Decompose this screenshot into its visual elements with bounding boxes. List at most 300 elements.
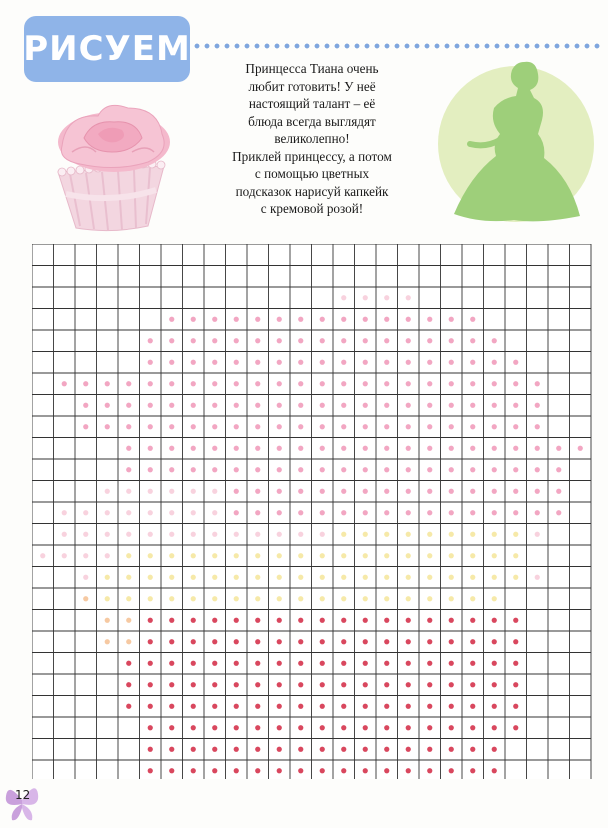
color-hint-dot: [492, 725, 497, 730]
color-hint-dot: [40, 553, 45, 558]
cupcake-with-rose-icon: [36, 94, 186, 234]
color-hint-dot: [406, 725, 411, 730]
color-hint-dot: [406, 510, 411, 515]
color-hint-dot: [513, 403, 518, 408]
color-hint-dot: [191, 489, 196, 494]
color-hint-dot: [578, 446, 583, 451]
color-hint-dot: [298, 467, 303, 472]
color-hint-dot: [513, 532, 518, 537]
color-hint-dot: [212, 446, 217, 451]
color-hint-dot: [191, 532, 196, 537]
color-hint-dot: [83, 532, 88, 537]
color-hint-dot: [384, 295, 389, 300]
color-hint-dot: [62, 532, 67, 537]
color-hint-dot: [298, 725, 303, 730]
color-hint-dot: [234, 682, 239, 687]
color-hint-dot: [83, 424, 88, 429]
color-hint-dot: [320, 618, 325, 623]
instruction-line: с кремовой розой!: [260, 201, 364, 216]
color-hint-dot: [298, 446, 303, 451]
color-hint-dot: [470, 381, 475, 386]
color-hint-dot: [492, 467, 497, 472]
color-hint-dot: [191, 768, 196, 773]
color-hint-dot: [427, 338, 432, 343]
color-hint-dot: [513, 381, 518, 386]
color-hint-dot: [255, 360, 260, 365]
color-hint-dot: [191, 424, 196, 429]
color-hint-dot: [427, 596, 432, 601]
color-hint-dot: [449, 467, 454, 472]
color-hint-dot: [212, 639, 217, 644]
color-hint-dot: [384, 639, 389, 644]
color-hint-dot: [384, 575, 389, 580]
color-hint-dot: [384, 381, 389, 386]
color-hint-dot: [341, 704, 346, 709]
color-hint-dot: [277, 639, 282, 644]
color-hint-dot: [470, 510, 475, 515]
color-hint-dot: [234, 317, 239, 322]
color-hint-dot: [320, 424, 325, 429]
color-hint-dot: [449, 317, 454, 322]
color-hint-dot: [320, 747, 325, 752]
color-hint-dot: [126, 446, 131, 451]
color-hint-dot: [427, 467, 432, 472]
color-hint-dot: [363, 467, 368, 472]
color-hint-dot: [427, 747, 432, 752]
color-hint-dot: [406, 424, 411, 429]
color-hint-dot: [341, 682, 346, 687]
color-hint-dot: [169, 338, 174, 343]
color-hint-dot: [277, 446, 282, 451]
color-hint-dot: [234, 747, 239, 752]
color-hint-dot: [363, 768, 368, 773]
color-hint-dot: [320, 381, 325, 386]
color-hint-dot: [492, 381, 497, 386]
color-hint-dot: [126, 403, 131, 408]
color-hint-dot: [255, 403, 260, 408]
color-hint-dot: [191, 446, 196, 451]
color-hint-dot: [556, 446, 561, 451]
color-hint-dot: [363, 338, 368, 343]
color-hint-dot: [341, 532, 346, 537]
color-hint-dot: [449, 510, 454, 515]
color-hint-dot: [341, 360, 346, 365]
color-hint-dot: [470, 338, 475, 343]
color-hint-dot: [384, 338, 389, 343]
color-hint-dot: [105, 424, 110, 429]
color-hint-dot: [212, 467, 217, 472]
color-hint-dot: [427, 661, 432, 666]
color-hint-dot: [277, 338, 282, 343]
color-hint-dot: [191, 575, 196, 580]
color-hint-dot: [298, 682, 303, 687]
color-hint-dot: [470, 317, 475, 322]
color-hint-dot: [126, 553, 131, 558]
color-hint-dot: [83, 381, 88, 386]
color-hint-dot: [234, 768, 239, 773]
color-hint-dot: [535, 510, 540, 515]
color-hint-dot: [341, 510, 346, 515]
color-hint-dot: [277, 596, 282, 601]
color-hint-dot: [406, 618, 411, 623]
color-hint-dot: [255, 596, 260, 601]
color-hint-dot: [427, 532, 432, 537]
color-hint-dot: [449, 596, 454, 601]
color-hint-dot: [148, 725, 153, 730]
color-hint-dot: [234, 381, 239, 386]
section-title: РИСУЕМ: [23, 29, 191, 69]
color-hint-dot: [169, 553, 174, 558]
color-hint-dot: [255, 575, 260, 580]
instruction-line: блюда всегда выглядят: [248, 113, 376, 129]
instruction-line: подсказок нарисуй капкейк: [235, 183, 389, 199]
color-hint-dot: [535, 532, 540, 537]
color-hint-dot: [126, 467, 131, 472]
color-hint-dot: [320, 317, 325, 322]
color-hint-dot: [148, 661, 153, 666]
color-hint-dot: [363, 575, 368, 580]
color-hint-dot: [169, 704, 174, 709]
color-hint-dot: [341, 381, 346, 386]
color-hint-dot: [298, 768, 303, 773]
color-hint-dot: [212, 661, 217, 666]
color-hint-dot: [556, 489, 561, 494]
color-hint-dot: [363, 381, 368, 386]
color-hint-dot: [406, 596, 411, 601]
color-hint-dot: [148, 510, 153, 515]
color-hint-dot: [341, 596, 346, 601]
color-hint-dot: [470, 575, 475, 580]
color-hint-dot: [255, 704, 260, 709]
color-hint-dot: [513, 682, 518, 687]
color-hint-dot: [492, 360, 497, 365]
color-hint-dot: [384, 704, 389, 709]
color-hint-dot: [212, 403, 217, 408]
color-hint-dot: [384, 510, 389, 515]
color-hint-dot: [363, 403, 368, 408]
color-hint-dot: [363, 446, 368, 451]
color-hint-dot: [126, 639, 131, 644]
color-hint-dot: [169, 510, 174, 515]
color-hint-dot: [449, 639, 454, 644]
color-hint-dot: [406, 553, 411, 558]
color-hint-dot: [556, 510, 561, 515]
color-hint-dot: [492, 403, 497, 408]
color-hint-dot: [234, 446, 239, 451]
color-hint-dot: [83, 510, 88, 515]
color-hint-dot: [83, 575, 88, 580]
color-hint-dot: [470, 360, 475, 365]
color-hint-dot: [320, 360, 325, 365]
color-hint-dot: [492, 596, 497, 601]
color-hint-dot: [363, 489, 368, 494]
color-hint-dot: [470, 725, 475, 730]
color-hint-dot: [234, 424, 239, 429]
color-hint-dot: [148, 532, 153, 537]
color-hint-dot: [105, 575, 110, 580]
color-hint-dot: [148, 704, 153, 709]
color-hint-dot: [191, 704, 196, 709]
color-hint-dot: [298, 747, 303, 752]
color-hint-dot: [234, 532, 239, 537]
color-hint-dot: [126, 704, 131, 709]
color-hint-dot: [126, 424, 131, 429]
color-hint-dot: [341, 639, 346, 644]
instruction-line: любит готовить! У неё: [248, 78, 376, 94]
color-hint-dot: [406, 403, 411, 408]
color-hint-dot: [363, 510, 368, 515]
color-hint-dot: [449, 725, 454, 730]
color-hint-dot: [169, 489, 174, 494]
color-hint-dot: [470, 639, 475, 644]
color-hint-dot: [513, 725, 518, 730]
color-hint-dot: [513, 639, 518, 644]
instruction-text: [196, 60, 428, 218]
color-hint-dot: [427, 682, 432, 687]
color-hint-dot: [427, 725, 432, 730]
color-hint-dot: [363, 704, 368, 709]
color-hint-dot: [427, 553, 432, 558]
color-hint-dot: [384, 403, 389, 408]
color-hint-dot: [320, 532, 325, 537]
color-hint-dot: [62, 553, 67, 558]
color-hint-dot: [298, 575, 303, 580]
instruction-line: Приклей принцессу, а потом: [232, 148, 392, 164]
color-hint-dot: [234, 403, 239, 408]
color-hint-dot: [320, 510, 325, 515]
color-hint-dot: [255, 467, 260, 472]
color-hint-dot: [384, 489, 389, 494]
color-hint-dot: [169, 467, 174, 472]
color-hint-dot: [363, 725, 368, 730]
color-hint-dot: [492, 424, 497, 429]
color-hint-dot: [384, 553, 389, 558]
color-hint-dot: [126, 489, 131, 494]
page-number: 12: [15, 788, 31, 802]
color-hint-dot: [255, 639, 260, 644]
color-hint-dot: [212, 553, 217, 558]
color-hint-dot: [513, 704, 518, 709]
color-hint-dot: [298, 596, 303, 601]
color-hint-dot: [406, 682, 411, 687]
color-hint-dot: [384, 661, 389, 666]
color-hint-dot: [191, 381, 196, 386]
color-hint-dot: [341, 446, 346, 451]
color-hint-dot: [169, 725, 174, 730]
color-hint-dot: [277, 424, 282, 429]
color-hint-dot: [320, 704, 325, 709]
color-hint-dot: [341, 747, 346, 752]
color-hint-dot: [492, 639, 497, 644]
color-hint-dot: [535, 467, 540, 472]
grid-canvas: [32, 244, 594, 779]
color-hint-dot: [513, 553, 518, 558]
color-hint-dot: [341, 618, 346, 623]
color-hint-dot: [191, 682, 196, 687]
color-hint-dot: [105, 489, 110, 494]
color-hint-dot: [320, 596, 325, 601]
color-hint-dot: [191, 747, 196, 752]
color-hint-dot: [298, 424, 303, 429]
color-hint-dot: [191, 510, 196, 515]
color-hint-dot: [277, 704, 282, 709]
color-hint-dot: [492, 661, 497, 666]
color-hint-dot: [492, 575, 497, 580]
color-hint-dot: [427, 618, 432, 623]
color-hint-dot: [126, 532, 131, 537]
color-hint-dot: [427, 446, 432, 451]
color-hint-dot: [212, 489, 217, 494]
color-hint-dot: [234, 510, 239, 515]
color-hint-dot: [406, 446, 411, 451]
color-hint-dot: [449, 661, 454, 666]
color-hint-dot: [234, 725, 239, 730]
color-hint-dot: [277, 618, 282, 623]
color-hint-dot: [277, 575, 282, 580]
color-hint-dot: [277, 403, 282, 408]
color-hint-dot: [363, 596, 368, 601]
color-hint-dot: [126, 381, 131, 386]
color-hint-dot: [191, 661, 196, 666]
color-hint-dot: [83, 596, 88, 601]
color-hint-dot: [105, 510, 110, 515]
color-hint-dot: [255, 661, 260, 666]
instruction-line: с помощью цветных: [254, 166, 370, 181]
color-hint-dot: [363, 682, 368, 687]
color-hint-dot: [234, 575, 239, 580]
color-hint-dot: [513, 489, 518, 494]
color-hint-dot: [277, 682, 282, 687]
color-hint-dot: [255, 446, 260, 451]
color-hint-dot: [406, 489, 411, 494]
color-hint-dot: [148, 768, 153, 773]
color-hint-dot: [449, 553, 454, 558]
color-hint-dot: [212, 338, 217, 343]
color-hint-dot: [298, 661, 303, 666]
color-hint-dot: [126, 596, 131, 601]
color-hint-dot: [212, 575, 217, 580]
color-hint-dot: [234, 618, 239, 623]
color-hint-dot: [148, 424, 153, 429]
color-hint-dot: [406, 575, 411, 580]
color-hint-dot: [169, 596, 174, 601]
color-hint-dot: [492, 618, 497, 623]
color-hint-dot: [513, 446, 518, 451]
color-hint-dot: [105, 596, 110, 601]
color-hint-dot: [470, 747, 475, 752]
color-hint-dot: [234, 639, 239, 644]
color-hint-dot: [169, 381, 174, 386]
color-hint-dot: [535, 381, 540, 386]
color-hint-dot: [191, 596, 196, 601]
color-hint-dot: [255, 725, 260, 730]
color-hint-dot: [427, 489, 432, 494]
color-hint-dot: [62, 510, 67, 515]
color-hint-dot: [406, 295, 411, 300]
color-hint-dot: [492, 510, 497, 515]
color-hint-dot: [126, 618, 131, 623]
color-hint-dot: [148, 338, 153, 343]
color-hint-dot: [492, 532, 497, 537]
color-hint-dot: [341, 424, 346, 429]
color-hint-dot: [148, 618, 153, 623]
color-hint-dot: [212, 424, 217, 429]
color-hint-dot: [427, 360, 432, 365]
color-hint-dot: [492, 704, 497, 709]
color-hint-dot: [556, 467, 561, 472]
color-hint-dot: [212, 682, 217, 687]
color-hint-dot: [363, 424, 368, 429]
color-hint-dot: [298, 618, 303, 623]
color-hint-dot: [341, 317, 346, 322]
color-hint-dot: [341, 467, 346, 472]
color-hint-dot: [298, 381, 303, 386]
color-hint-dot: [148, 596, 153, 601]
color-hint-dot: [363, 317, 368, 322]
color-hint-dot: [427, 575, 432, 580]
color-hint-dot: [191, 317, 196, 322]
color-hint-dot: [169, 747, 174, 752]
color-hint-dot: [148, 489, 153, 494]
color-hint-dot: [169, 618, 174, 623]
color-hint-dot: [513, 360, 518, 365]
color-hint-dot: [449, 360, 454, 365]
color-hint-dot: [384, 532, 389, 537]
color-hint-dot: [234, 467, 239, 472]
color-hint-dot: [384, 618, 389, 623]
color-hint-dot: [449, 618, 454, 623]
color-hint-dot: [126, 510, 131, 515]
color-hint-dot: [298, 532, 303, 537]
color-hint-dot: [169, 532, 174, 537]
color-hint-dot: [492, 489, 497, 494]
color-hint-dot: [320, 489, 325, 494]
color-hint-dot: [234, 596, 239, 601]
color-hint-dot: [212, 317, 217, 322]
color-hint-dot: [427, 510, 432, 515]
color-hint-dot: [492, 446, 497, 451]
color-hint-dot: [169, 661, 174, 666]
color-hint-dot: [320, 553, 325, 558]
color-hint-dot: [449, 381, 454, 386]
instruction-line: великолепно!: [274, 131, 350, 146]
color-hint-dot: [513, 661, 518, 666]
color-hint-dot: [492, 553, 497, 558]
color-hint-dot: [384, 768, 389, 773]
color-hint-dot: [513, 575, 518, 580]
section-badge: [24, 16, 190, 82]
color-hint-dot: [277, 489, 282, 494]
color-hint-dot: [277, 747, 282, 752]
color-hint-dot: [320, 467, 325, 472]
color-hint-dot: [83, 403, 88, 408]
color-hint-dot: [126, 661, 131, 666]
color-hint-dot: [191, 403, 196, 408]
color-hint-dot: [363, 639, 368, 644]
color-hint-dot: [470, 661, 475, 666]
color-hint-dot: [234, 704, 239, 709]
color-hint-dot: [427, 639, 432, 644]
color-hint-dot: [169, 575, 174, 580]
color-hint-dot: [148, 467, 153, 472]
instruction-line: настоящий талант – её: [248, 96, 376, 111]
color-hint-dot: [320, 403, 325, 408]
color-hint-dot: [191, 360, 196, 365]
color-hint-dot: [320, 768, 325, 773]
color-hint-dot: [513, 424, 518, 429]
color-hint-dot: [212, 747, 217, 752]
color-hint-dot: [148, 682, 153, 687]
